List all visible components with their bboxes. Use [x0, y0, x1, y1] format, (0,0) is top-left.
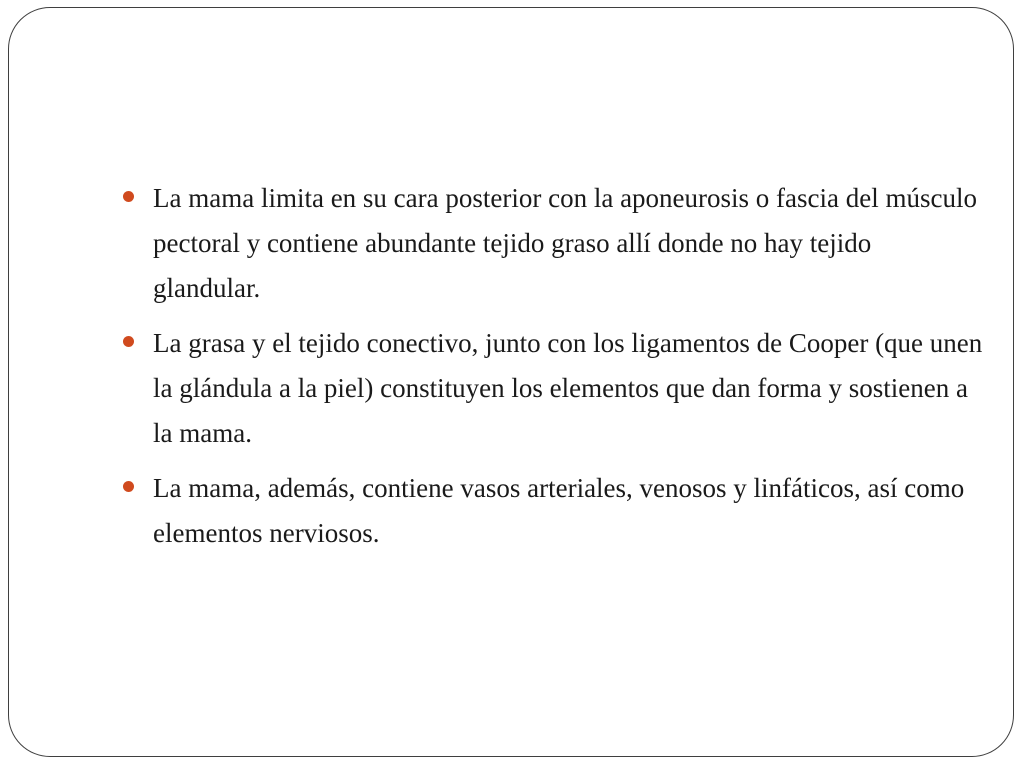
bullet-text: La mama limita en su cara posterior con la aponeurosis o fascia del músculo pectoral y contiene abundante tejido graso allí donde no hay tejido glandular.: [153, 183, 977, 303]
bullet-dot-icon: [123, 336, 134, 347]
bullet-item: [123, 466, 983, 556]
slide-frame: [8, 7, 1014, 757]
bullet-dot-icon: [123, 481, 134, 492]
bullet-item: [123, 321, 983, 456]
bullet-item: [123, 176, 983, 311]
bullet-list: [123, 176, 983, 566]
bullet-text: La mama, además, contiene vasos arteriales, venosos y linfáticos, así como elementos nerviosos.: [153, 473, 965, 548]
bullet-dot-icon: [123, 191, 134, 202]
bullet-text: La grasa y el tejido conectivo, junto con los ligamentos de Cooper (que unen la glándula a la piel) constituyen los elementos que dan forma y sostienen a la mama.: [153, 328, 983, 448]
